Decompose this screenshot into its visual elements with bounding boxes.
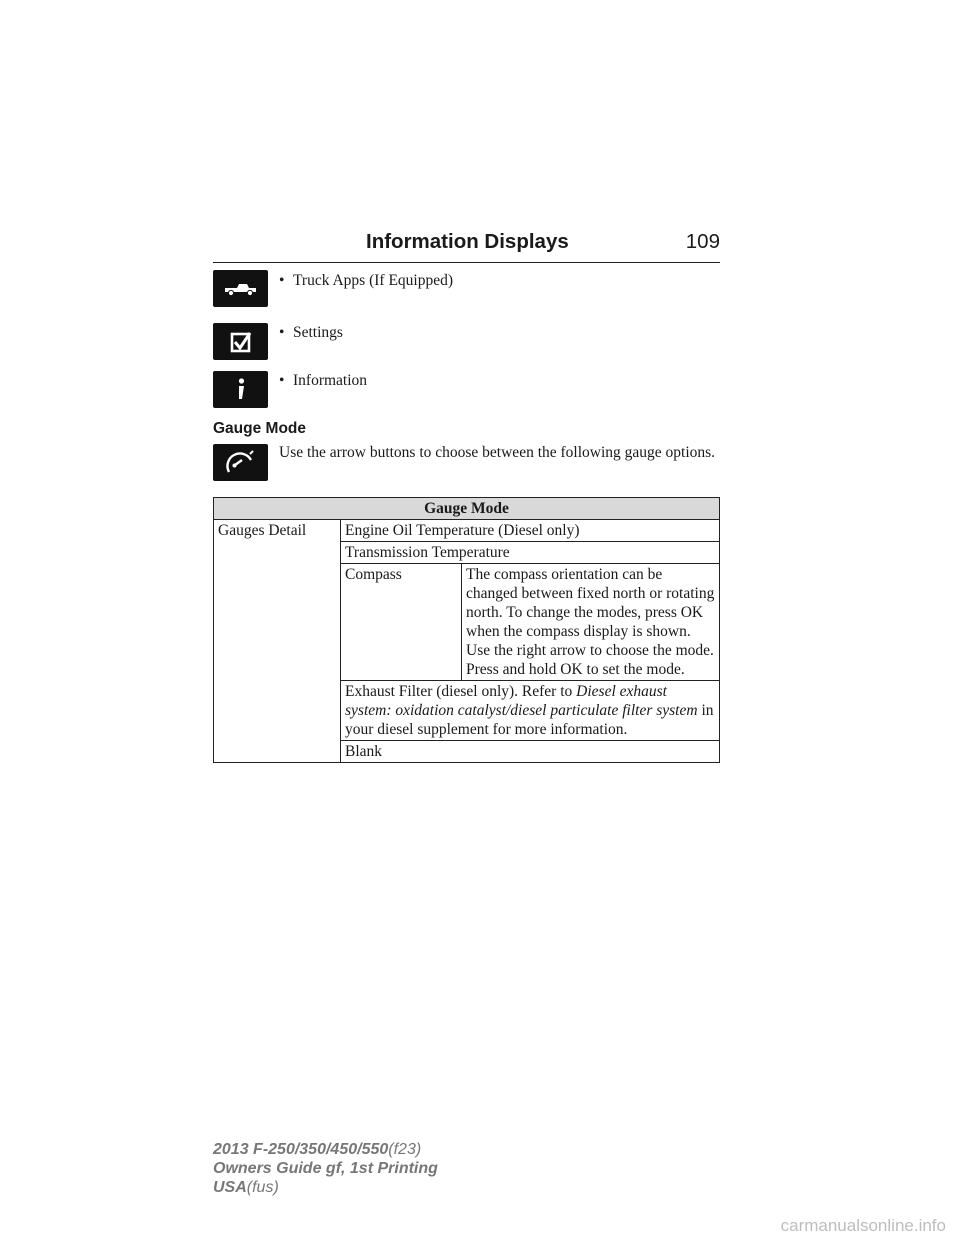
exhaust-reference: Diesel exhaust system: oxidation catalyst/diesel particulate filter system — [345, 683, 698, 719]
gauge-mode-table — [213, 497, 720, 763]
information-icon — [213, 371, 268, 408]
compass-description-cell: The compass orientation can be changed between fixed north or rotating north. To change the modes, press OK when the compass display is shown. Use the right arrow to choose the mode. Press and hold OK to set the mode. — [462, 564, 720, 681]
bullet-glyph: • — [279, 372, 285, 389]
page-number: 109 — [685, 230, 720, 253]
transmission-temperature-cell: Transmission Temperature — [341, 542, 720, 564]
document-footer — [213, 1140, 438, 1197]
footer-model: 2013 F-250/350/450/550 — [213, 1141, 389, 1158]
settings-check-icon — [213, 323, 268, 360]
exhaust-prefix: Exhaust Filter (diesel only). Refer to — [345, 683, 577, 700]
bullet-glyph: • — [279, 272, 285, 289]
table-row — [214, 520, 720, 542]
footer-model-code: (f23) — [388, 1141, 422, 1158]
menu-item-label: Settings — [293, 324, 343, 341]
section-title: Gauge Mode — [213, 420, 307, 437]
exhaust-suffix: in your diesel supplement for more information. — [345, 702, 714, 738]
menu-item-label: Truck Apps (If Equipped) — [293, 272, 454, 289]
menu-item-settings — [279, 324, 343, 342]
menu-item-information — [279, 372, 367, 390]
compass-label-cell: Compass — [341, 564, 462, 681]
oil-temperature-cell: Engine Oil Temperature (Diesel only) — [341, 520, 720, 542]
table-header-row — [214, 498, 720, 520]
page-header — [213, 228, 720, 263]
menu-item-label: Information — [293, 372, 368, 389]
gauge-icon — [213, 444, 268, 481]
footer-region: USA — [213, 1179, 247, 1196]
footer-printing: Owners Guide gf, 1st Printing — [213, 1160, 438, 1177]
blank-cell: Blank — [341, 741, 720, 763]
section-text: Use the arrow buttons to choose between the following gauge options. — [279, 444, 716, 461]
footer-region-code: (fus) — [246, 1179, 279, 1196]
menu-item-truck-apps — [279, 272, 453, 290]
page-title: Information Displays — [366, 230, 569, 253]
bullet-glyph: • — [279, 324, 285, 341]
truck-icon — [213, 270, 268, 307]
table-title: Gauge Mode — [214, 498, 720, 520]
category-cell: Gauges Detail — [214, 520, 341, 763]
exhaust-filter-cell — [341, 681, 720, 741]
watermark: carmanualsonline.info — [780, 1216, 946, 1235]
